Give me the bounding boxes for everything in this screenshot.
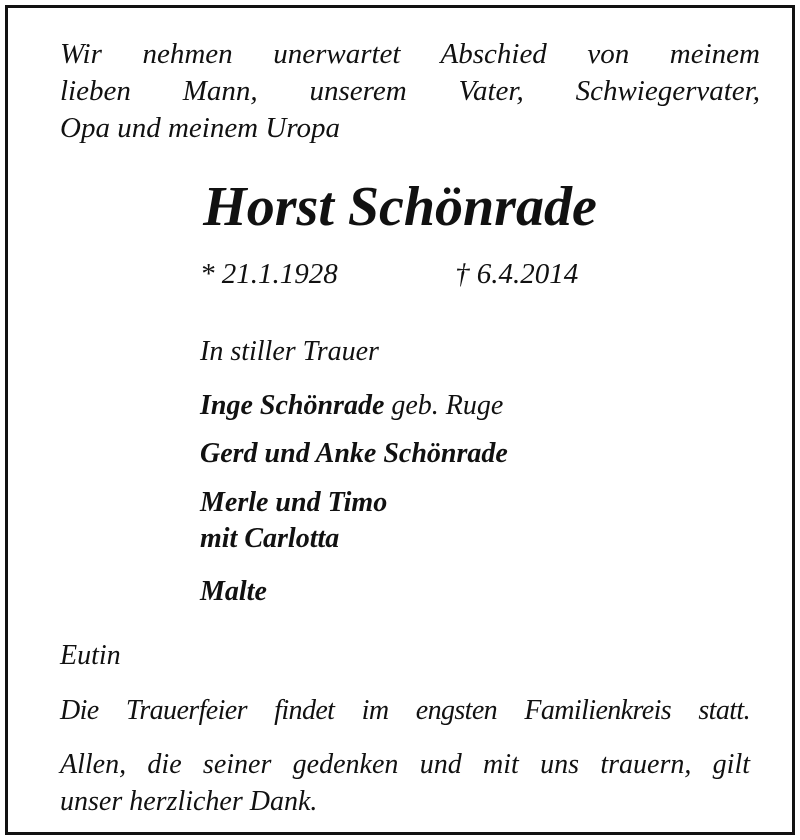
birth-date: * 21.1.1928 — [200, 258, 338, 290]
family-member-suffix: geb. Ruge — [391, 390, 504, 421]
place-name: Eutin — [60, 640, 121, 671]
ceremony-note: Die Trauerfeier findet im engsten Familienkreis statt. — [60, 695, 750, 726]
death-date: † 6.4.2014 — [455, 258, 579, 290]
family-member-line: mit Carlotta — [200, 523, 340, 554]
family-member: Malte — [200, 576, 267, 607]
intro-line: Opa und meinem Uropa — [60, 112, 341, 144]
family-member-line: Merle und Timo — [200, 487, 388, 518]
intro-line: lieben Mann, unserem Vater, Schwiegervater, — [60, 75, 760, 107]
family-member-name: Inge Schönrade — [200, 390, 385, 421]
thanks-note — [60, 746, 750, 820]
thanks-line: Allen, die seiner gedenken und mit uns trauern, gilt — [60, 749, 750, 780]
deceased-name: Horst Schönrade — [203, 176, 597, 238]
thanks-line: unser herzlicher Dank. — [60, 786, 318, 817]
family-member — [200, 485, 387, 557]
intro-text — [60, 36, 760, 147]
obituary-notice — [5, 5, 795, 835]
family-member — [200, 388, 503, 424]
intro-line: Wir nehmen unerwartet Abschied von meinem — [60, 38, 760, 70]
mourning-line: In stiller Trauer — [200, 336, 379, 367]
family-member: Gerd und Anke Schönrade — [200, 438, 508, 469]
